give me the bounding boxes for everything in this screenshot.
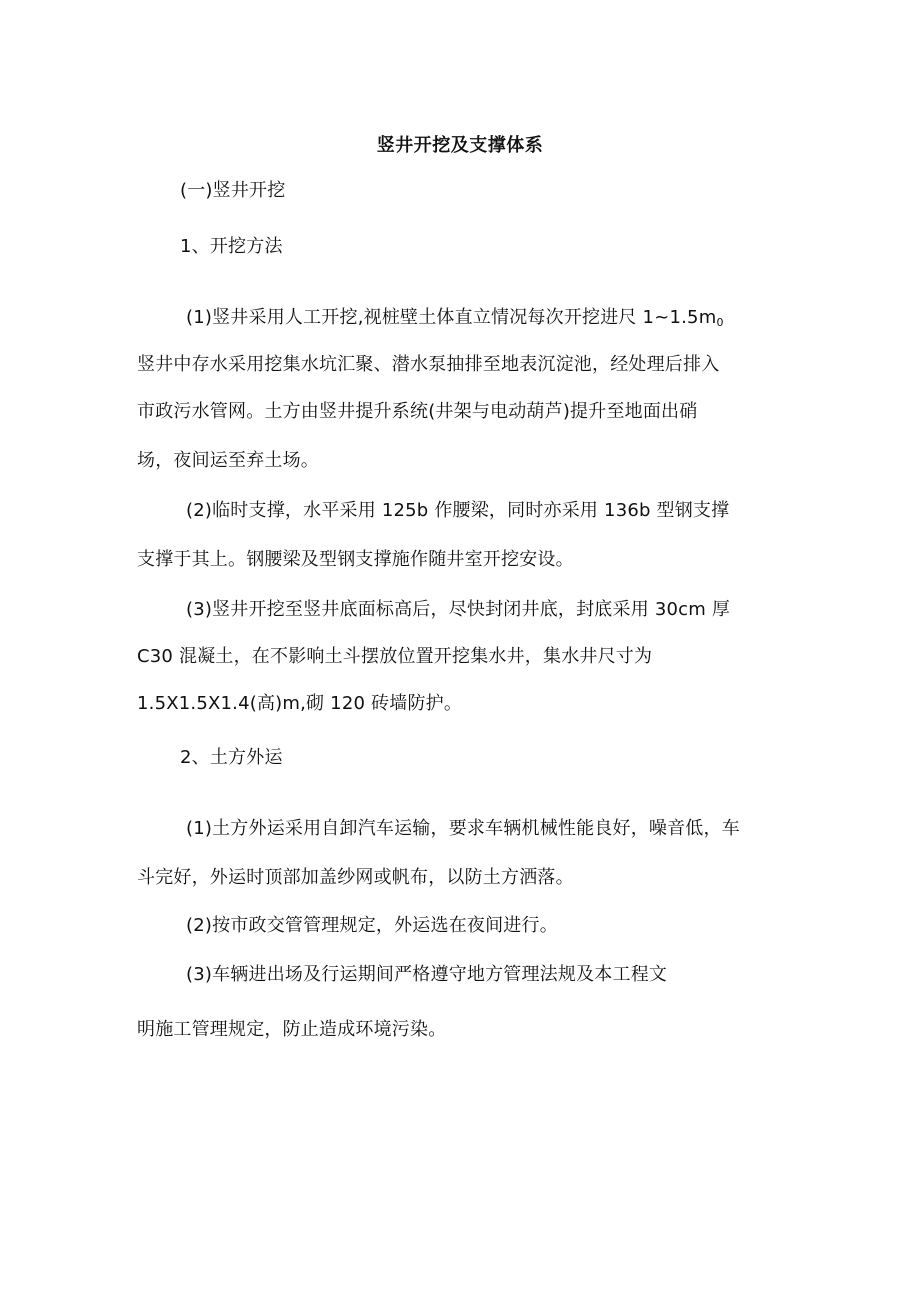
paragraph-6-line-2: 明施工管理规定，防止造成环境污染。 [137, 1019, 447, 1040]
paragraph-3-line-3: 1.5X1.5X1.4(高)m,砌 120 砖墙防护。 [137, 693, 463, 714]
paragraph-3-line-1: (3)竖井开挖至竖井底面标高后，尽快封闭井底，封底采用 30cm 厚 [186, 599, 731, 620]
paragraph-1-line-4: 场，夜间运至弃土场。 [137, 450, 319, 471]
paragraph-3-line-2: C30 混凝土，在不影响土斗摆放位置开挖集水井，集水井尺寸为 [137, 646, 653, 667]
subsection-heading-earth-transport: 2、土方外运 [180, 747, 283, 768]
paragraph-2-line-2: 支撑于其上。钢腰梁及型钢支撑施作随井室开挖安设。 [137, 549, 574, 570]
document-title: 竖井开挖及支撑体系 [376, 135, 544, 156]
paragraph-1-line-3: 市政污水管网。土方由竖井提升系统(井架与电动葫芦)提升至地面出硝 [137, 401, 698, 422]
paragraph-1-line-1 [186, 306, 724, 335]
subsection-heading-excavation-method: 1、开挖方法 [180, 236, 283, 257]
paragraph-1-line-1-text: (1)竖井采用人工开挖,视桩壁土体直立情况每次开挖进尺 1~1.5m [186, 307, 717, 328]
paragraph-4-line-2: 斗完好，外运时顶部加盖纱网或帆布，以防土方洒落。 [137, 867, 574, 888]
paragraph-5-line-1: (2)按市政交管管理规定，外运选在夜间进行。 [186, 915, 558, 936]
paragraph-1-line-2: 竖井中存水采用挖集水坑汇聚、潜水泵抽排至地表沉淀池，经处理后排入 [137, 354, 720, 375]
section-heading: (一)竖井开挖 [180, 180, 286, 201]
paragraph-1-subscript: 0 [716, 316, 724, 329]
paragraph-2-line-1: (2)临时支撑，水平采用 125b 作腰梁，同时亦采用 136b 型钢支撑 [186, 500, 730, 521]
paragraph-4-line-1: (1)土方外运采用自卸汽车运输，要求车辆机械性能良好，噪音低，车 [186, 818, 740, 839]
paragraph-6-line-1: (3)车辆进出场及行运期间严格遵守地方管理法规及本工程文 [186, 964, 668, 985]
